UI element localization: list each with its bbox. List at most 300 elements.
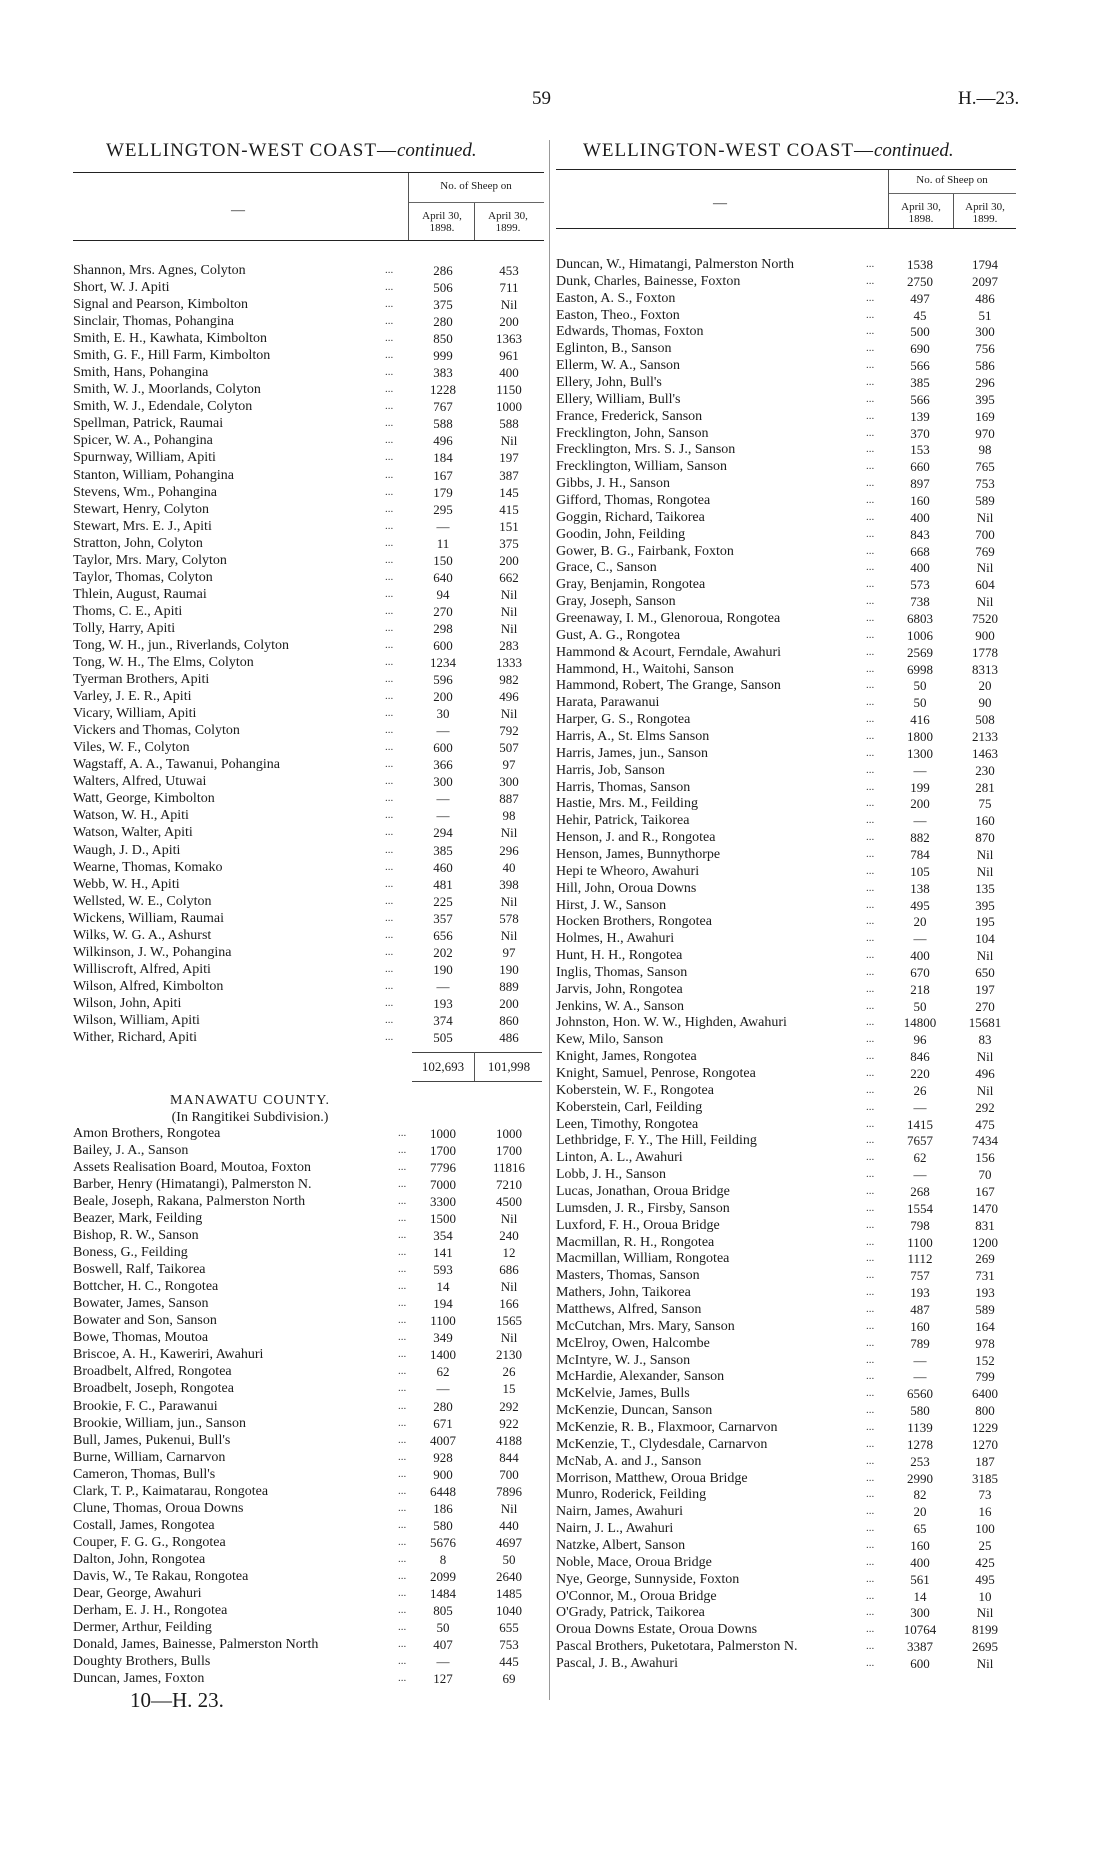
table-row [73, 995, 543, 1012]
sheep-1899: Nil [500, 1279, 518, 1295]
leader-dots: ... [398, 1263, 407, 1276]
sheep-1898: 1234 [430, 655, 456, 671]
table-row [556, 1301, 1016, 1318]
right-header-1898: April 30, 1898. [901, 201, 941, 225]
owner-name: Ellery, John, Bull's [556, 374, 662, 390]
owner-name: Easton, A. S., Foxton [556, 290, 676, 306]
leader-dots: ... [866, 1505, 875, 1518]
leader-dots: ... [866, 561, 875, 574]
sheep-1898: 1000 [430, 1126, 456, 1141]
leader-dots: ... [866, 1016, 875, 1029]
sheep-1899: 269 [975, 1251, 995, 1267]
leader-dots: ... [385, 485, 394, 498]
table-row [73, 1312, 543, 1329]
table-row [73, 1551, 543, 1568]
owner-name: Amon Brothers, Rongotea [73, 1126, 221, 1141]
sheep-1899: 844 [499, 1449, 519, 1465]
owner-name: Dunk, Charles, Bainesse, Foxton [556, 273, 741, 289]
leader-dots: ... [398, 1637, 407, 1650]
leader-dots: ... [866, 881, 875, 894]
sheep-1898: 194 [433, 1296, 453, 1312]
leader-dots: ... [385, 349, 394, 362]
sheep-1899: 588 [499, 416, 519, 432]
sheep-1899: 425 [975, 1554, 995, 1570]
sheep-1899: 90 [978, 695, 992, 711]
table-row [73, 876, 543, 893]
sheep-1899: 398 [499, 876, 519, 892]
table-row [73, 1012, 543, 1029]
sheep-1898: 6998 [907, 661, 933, 677]
owner-name: Taylor, Thomas, Colyton [73, 569, 213, 585]
leader-dots: ... [385, 638, 394, 651]
owner-name: Macmillan, William, Rongotea [556, 1251, 730, 1267]
owner-name: Bowater, James, Sanson [73, 1296, 209, 1312]
sheep-1899: Nil [976, 560, 994, 576]
sheep-1899: 300 [499, 774, 519, 790]
leader-dots: ... [385, 366, 394, 379]
sheep-1898: 640 [433, 569, 453, 585]
sheep-1898: 580 [910, 1403, 930, 1419]
sheep-1899: 453 [499, 263, 519, 278]
leader-dots: ... [385, 656, 394, 669]
owner-name: Thlein, August, Raumai [73, 586, 207, 602]
table-row [556, 1217, 1016, 1234]
leader-dots: ... [398, 1297, 407, 1310]
sheep-1899: 655 [499, 1619, 519, 1635]
table-row [556, 1621, 1016, 1638]
leader-dots: ... [866, 1471, 875, 1484]
owner-name: Bailey, J. A., Sanson [73, 1143, 189, 1159]
sheep-1898: — [913, 1369, 927, 1385]
sheep-1899: 300 [975, 324, 995, 340]
leader-dots: ... [385, 1031, 394, 1043]
leader-dots: ... [398, 1365, 407, 1378]
sheep-1899: 156 [975, 1150, 995, 1166]
sheep-1899: 1700 [496, 1143, 522, 1159]
table-row [73, 637, 543, 654]
table-row [73, 569, 543, 586]
table-row [556, 576, 1016, 593]
sheep-1898: 1415 [907, 1116, 933, 1132]
owner-name: Mathers, John, Taikorea [556, 1285, 691, 1301]
owner-name: Ellery, William, Bull's [556, 391, 681, 407]
owner-name: Derham, E. J. H., Rongotea [73, 1602, 228, 1618]
sheep-1898: 1139 [907, 1420, 933, 1436]
sheep-1899: 50 [502, 1551, 516, 1567]
table-row [556, 1099, 1016, 1116]
table-row [556, 307, 1016, 324]
leader-dots: ... [385, 332, 394, 345]
sheep-1898: 200 [910, 796, 930, 812]
sheep-1898: 280 [433, 1398, 453, 1414]
owner-name: Inglis, Thomas, Sanson [556, 964, 688, 980]
sheep-1898: 10764 [903, 1622, 937, 1638]
table-row [556, 1537, 1016, 1554]
sheep-1898: 805 [433, 1602, 453, 1618]
sheep-1898: — [913, 762, 927, 778]
sheep-1898: 30 [436, 706, 450, 722]
leader-dots: ... [385, 928, 394, 941]
table-row [73, 1346, 543, 1363]
sheep-1898: 153 [910, 442, 930, 458]
leader-dots: ... [385, 1013, 394, 1026]
table-row [556, 981, 1016, 998]
sheep-1898: 566 [910, 358, 930, 374]
owner-name: Stevens, Wm., Pohangina [73, 484, 218, 500]
leader-dots: ... [866, 1067, 875, 1080]
sheep-1898: 220 [910, 1066, 930, 1082]
sheep-1899: 375 [499, 535, 519, 551]
sheep-1899: 507 [499, 740, 519, 756]
sheep-1898: 400 [910, 948, 930, 964]
owner-name: Hastie, Mrs. M., Feilding [556, 796, 698, 812]
sheep-1899: 10 [978, 1588, 992, 1604]
owner-name: Thoms, C. E., Apiti [73, 603, 183, 619]
sheep-1899: 97 [502, 944, 516, 960]
leader-dots: ... [398, 1672, 407, 1684]
table-row [556, 1318, 1016, 1335]
table-row [556, 526, 1016, 543]
table-row [556, 1385, 1016, 1402]
sheep-1899: Nil [500, 825, 518, 841]
sheep-1899: 15681 [968, 1015, 1002, 1031]
owner-name: Wilkinson, J. W., Pohangina [73, 944, 232, 960]
sheep-1899: 889 [499, 978, 519, 994]
sheep-1899: Nil [500, 433, 518, 449]
sheep-1899: 711 [499, 280, 519, 296]
sheep-1898: — [913, 931, 927, 947]
sheep-1899: 1000 [496, 399, 522, 415]
leader-dots: ... [866, 1370, 875, 1383]
sheep-1899: 700 [499, 1466, 519, 1482]
owner-name: Spellman, Patrick, Raumai [73, 416, 224, 432]
sheep-1899: 164 [975, 1318, 995, 1334]
owner-name: Harris, James, jun., Sanson [556, 745, 709, 761]
leader-dots: ... [866, 426, 875, 439]
owner-name: Frecklington, John, Sanson [556, 425, 709, 441]
leader-dots: ... [866, 1235, 875, 1248]
table-row [556, 357, 1016, 374]
table-row [73, 296, 543, 313]
sheep-1898: 3387 [907, 1639, 933, 1655]
owner-name: McKenzie, R. B., Flaxmoor, Carnarvon [556, 1420, 778, 1436]
sheep-1899: 100 [975, 1521, 995, 1537]
sheep-1898: 82 [913, 1487, 927, 1503]
owner-name: Wearne, Thomas, Komako [73, 859, 223, 875]
leader-dots: ... [866, 1083, 875, 1096]
left-header-1899: April 30, 1899. [488, 210, 528, 234]
sheep-1898: 1500 [430, 1211, 456, 1227]
owner-name: Smith, E. H., Kawhata, Kimbolton [73, 331, 268, 347]
sheep-1899: 1485 [496, 1585, 522, 1601]
owner-name: Dalton, John, Rongotea [73, 1551, 206, 1567]
owner-name: Tolly, Harry, Apiti [73, 620, 176, 636]
sheep-1899: 195 [975, 914, 995, 930]
left-header-1898: April 30, 1898. [422, 210, 462, 234]
sheep-1898: 200 [433, 689, 453, 705]
owner-name: Harris, Thomas, Sanson [556, 779, 691, 795]
leader-dots: ... [385, 417, 394, 430]
leader-dots: ... [866, 1185, 875, 1198]
sheep-1899: 75 [978, 796, 992, 812]
table-row [556, 728, 1016, 745]
sheep-1899: 8199 [972, 1622, 998, 1638]
table-row [73, 944, 543, 961]
sheep-1899: 98 [502, 808, 516, 824]
sheep-1898: 14 [436, 1279, 450, 1295]
table-row [73, 1500, 543, 1517]
owner-name: Henson, J. and R., Rongotea [556, 830, 716, 846]
sheep-1898: 6448 [430, 1483, 456, 1499]
table-row [556, 391, 1016, 408]
sheep-1899: 1463 [972, 745, 998, 761]
sheep-1898: 600 [433, 637, 453, 653]
leader-dots: ... [385, 587, 394, 600]
sheep-1899: 686 [499, 1262, 519, 1278]
sheep-1899: Nil [976, 863, 994, 879]
table-row [556, 762, 1016, 779]
table-row [73, 364, 543, 381]
table-row [556, 846, 1016, 863]
table-row [556, 1048, 1016, 1065]
sheep-1898: 383 [433, 365, 453, 381]
table-row [556, 408, 1016, 425]
table-row [73, 824, 543, 841]
sheep-1899: 589 [975, 492, 995, 508]
sheep-1899: 395 [975, 897, 995, 913]
owner-name: Noble, Mace, Oroua Bridge [556, 1554, 712, 1570]
leader-dots: ... [866, 1539, 875, 1551]
table-row [556, 1419, 1016, 1436]
sheep-1898: 270 [433, 603, 453, 619]
sheep-1898: 141 [433, 1245, 453, 1261]
sheep-1898: 671 [433, 1415, 453, 1431]
leader-dots: ... [866, 1134, 875, 1147]
table-row [73, 552, 543, 569]
leader-dots: ... [866, 982, 875, 995]
table-row [73, 1517, 543, 1534]
table-row [556, 1116, 1016, 1133]
left-total-1898: 102,693 [421, 1059, 465, 1074]
table-row [73, 432, 543, 449]
sheep-1898: 593 [433, 1262, 453, 1278]
owner-name: Stratton, John, Colyton [73, 535, 203, 551]
leader-dots: ... [866, 915, 875, 928]
sheep-1899: 200 [499, 995, 519, 1011]
sheep-1899: 765 [975, 459, 995, 475]
sheep-1898: 1554 [907, 1200, 933, 1216]
sheep-1898: 843 [910, 526, 930, 542]
leader-dots: ... [866, 797, 875, 810]
sheep-1899: 1565 [496, 1313, 522, 1329]
leader-dots: ... [385, 996, 394, 1009]
sheep-1899: 7434 [972, 1133, 998, 1149]
owner-name: Hocken Brothers, Rongotea [556, 914, 712, 930]
leader-dots: ... [866, 1151, 875, 1164]
owner-name: McKenzie, Duncan, Sanson [556, 1403, 713, 1419]
sheep-1898: — [913, 813, 927, 829]
sheep-1899: 8313 [972, 661, 998, 677]
sheep-1898: 26 [913, 1082, 927, 1098]
table-row [556, 829, 1016, 846]
table-row [73, 586, 543, 603]
owner-name: Frecklington, William, Sanson [556, 459, 728, 475]
left-total-row [73, 1058, 543, 1075]
table-row [73, 603, 543, 620]
owner-name: Hehir, Patrick, Taikorea [556, 813, 690, 829]
table-row [73, 313, 543, 330]
sheep-1899: 2097 [972, 273, 998, 289]
owner-name: Couper, F. G. G., Rongotea [73, 1534, 226, 1550]
owner-name: Nye, George, Sunnyside, Foxton [556, 1571, 740, 1587]
leader-dots: ... [385, 621, 394, 634]
sheep-1899: 870 [975, 830, 995, 846]
sheep-1899: 589 [975, 1302, 995, 1318]
table-row [556, 1554, 1016, 1571]
owner-name: Boswell, Ralf, Taikorea [73, 1262, 206, 1278]
sheep-1899: 887 [499, 791, 519, 807]
table-row [556, 863, 1016, 880]
sheep-1899: Nil [976, 509, 994, 525]
owner-name: Lumsden, J. R., Firsby, Sanson [556, 1200, 730, 1216]
leader-dots: ... [866, 308, 875, 321]
sheep-1898: 573 [910, 577, 930, 593]
table-row [73, 893, 543, 910]
owner-name: Smith, W. J., Moorlands, Colyton [73, 382, 261, 398]
sheep-1899: 604 [975, 577, 995, 593]
table-row [556, 290, 1016, 307]
sheep-1898: 668 [910, 543, 930, 559]
leader-dots: ... [385, 468, 394, 481]
leader-dots: ... [398, 1518, 407, 1531]
leader-dots: ... [866, 999, 875, 1012]
left-page-title: WELLINGTON-WEST COAST—continued. [106, 140, 477, 161]
sheep-1898: — [436, 723, 450, 739]
owner-name: Morrison, Matthew, Oroua Bridge [556, 1470, 748, 1486]
sheep-1898: 900 [433, 1466, 453, 1482]
table-row [556, 1335, 1016, 1352]
leader-dots: ... [866, 1269, 875, 1282]
sheep-1898: 1800 [907, 728, 933, 744]
sheep-1899: 756 [975, 341, 995, 357]
table-row [556, 1031, 1016, 1048]
owner-name: McKenzie, T., Clydesdale, Carnarvon [556, 1436, 768, 1452]
sheep-1898: — [436, 791, 450, 807]
sheep-1898: 127 [433, 1671, 453, 1686]
leader-dots: ... [866, 746, 875, 759]
sheep-1899: 11816 [492, 1160, 526, 1176]
leader-dots: ... [866, 662, 875, 675]
leader-dots: ... [866, 595, 875, 608]
leader-dots: ... [385, 434, 394, 447]
table-row [73, 654, 543, 671]
owner-name: McHardie, Alexander, Sanson [556, 1369, 725, 1385]
table-row [556, 913, 1016, 930]
table-row [556, 1065, 1016, 1082]
table-row [73, 330, 543, 347]
sheep-1899: 700 [975, 526, 995, 542]
owner-name: Oroua Downs Estate, Oroua Downs [556, 1622, 758, 1638]
owner-name: Stewart, Mrs. E. J., Apiti [73, 518, 212, 534]
sheep-1898: 150 [433, 552, 453, 568]
owner-name: Davis, W., Te Rakau, Rongotea [73, 1568, 249, 1584]
sheep-1898: 385 [433, 842, 453, 858]
owner-name: Stewart, Henry, Colyton [73, 501, 209, 517]
sheep-1898: 193 [433, 995, 453, 1011]
table-row [73, 279, 543, 296]
owner-name: Gibbs, J. H., Sanson [556, 476, 670, 492]
sheep-1898: 2750 [907, 273, 933, 289]
sheep-1898: 94 [436, 586, 450, 602]
owner-name: McCutchan, Mrs. Mary, Sanson [556, 1318, 735, 1334]
table-row [73, 1653, 543, 1670]
sheep-1898: 3300 [430, 1194, 456, 1210]
sheep-1898: 1228 [430, 382, 456, 398]
owner-name: Walters, Alfred, Utuwai [73, 774, 207, 790]
sheep-1898: 8 [439, 1551, 447, 1567]
table-row [73, 705, 543, 722]
table-row [556, 1402, 1016, 1419]
sheep-1898: — [436, 978, 450, 994]
sheep-1898: 798 [910, 1217, 930, 1233]
sheep-1899: 26 [502, 1364, 516, 1380]
owner-name: Cameron, Thomas, Bull's [73, 1466, 216, 1482]
sheep-1899: Nil [500, 1211, 518, 1227]
table-row [73, 1295, 543, 1312]
sheep-1899: 69 [502, 1671, 516, 1686]
owner-name: Assets Realisation Board, Moutoa, Foxton [73, 1160, 311, 1176]
sheep-1898: 1006 [907, 627, 933, 643]
sheep-1899: Nil [500, 603, 518, 619]
leader-dots: ... [385, 451, 394, 464]
leader-dots: ... [866, 493, 875, 506]
sheep-1899: Nil [976, 1049, 994, 1065]
table-row [556, 947, 1016, 964]
table-row [556, 340, 1016, 357]
owner-name: Henson, James, Bunnythorpe [556, 846, 721, 862]
sheep-1898: 349 [433, 1330, 453, 1346]
owner-name: France, Frederick, Sanson [556, 408, 703, 424]
sheep-1899: 769 [975, 543, 995, 559]
sheep-1899: 2640 [496, 1568, 522, 1584]
leader-dots: ... [866, 1454, 875, 1467]
leader-dots: ... [866, 544, 875, 557]
leader-dots: ... [385, 502, 394, 515]
leader-dots: ... [385, 877, 394, 890]
sheep-1899: 800 [975, 1403, 995, 1419]
sheep-1898: 1300 [907, 745, 933, 761]
table-row [73, 1432, 543, 1449]
sheep-1899: 73 [978, 1487, 992, 1503]
owner-name: Hammond & Acourt, Ferndale, Awahuri [556, 644, 782, 660]
table-row [73, 1466, 543, 1483]
sheep-1898: 784 [910, 846, 930, 862]
leader-dots: ... [866, 510, 875, 523]
table-row [556, 998, 1016, 1015]
owner-name: Smith, W. J., Edendale, Colyton [73, 399, 253, 415]
sheep-1898: 407 [433, 1636, 453, 1652]
table-row [73, 1398, 543, 1415]
owner-name: Spicer, W. A., Pohangina [73, 433, 213, 449]
sheep-1898: 160 [910, 1318, 930, 1334]
sheep-1898: 850 [433, 331, 453, 347]
sheep-1899: Nil [500, 1330, 518, 1346]
sheep-1898: 690 [910, 341, 930, 357]
table-row [556, 509, 1016, 526]
leader-dots: ... [866, 729, 875, 742]
owner-name: Harris, Job, Sanson [556, 762, 665, 778]
table-row [73, 1380, 543, 1397]
